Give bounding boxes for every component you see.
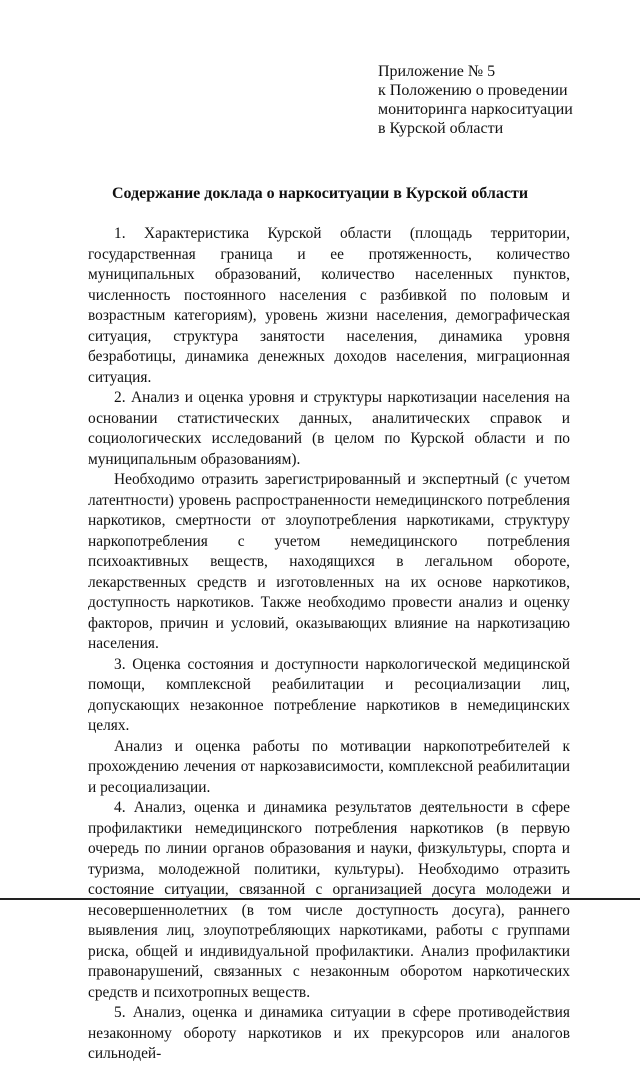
annex-header: [378, 62, 628, 138]
paragraph: Необходимо отразить зарегистрированный и экспертный (с учетом латентности) уровень распространенности немедицинского потребления наркотиков, смертности от злоупотребления наркотиками, структуру наркопотребления с учетом немедицинского потребления психоактивных веществ, находящихся в легальном обороте, лекарственных средств и изготовленных на их основе наркотиков, доступность наркотиков. Также необходимо провести анализ и оценку факторов, причин и условий, оказывающих влияние на наркотизацию населения.: [88, 471, 570, 652]
document-body: [88, 224, 570, 1065]
scan-edge-line: [0, 898, 640, 900]
annex-reference-line: мониторинга наркоситуации: [378, 101, 573, 118]
document-title: Содержание доклада о наркоситуации в Курской области: [111, 185, 529, 202]
paragraph: 5. Анализ, оценка и динамика ситуации в сфере противодействия незаконному обороту наркотиков и их прекурсоров или аналогов сильнодей-: [88, 1004, 570, 1062]
annex-reference-line: в Курской области: [378, 120, 504, 137]
paragraph: Анализ и оценка работы по мотивации наркопотребителей к прохождению лечения от наркозависимости, комплексной реабилитации и ресоциализации.: [88, 737, 570, 796]
paragraph: 2. Анализ и оценка уровня и структуры наркотизации населения на основании статистических данных, аналитических справок и социологических исследований (в целом по Курской области и по муниципальным образованиям).: [88, 389, 570, 468]
paragraph: 4. Анализ, оценка и динамика результатов деятельности в сфере профилактики немедицинского потребления наркотиков (в первую очередь по линии органов образования и науки, физкультуры, спорта и туризма, молодежной политики, культуры). Необходимо отразить состояние ситуации, связанной с организацией досуга молодежи и несовершеннолетних (в том числе доступность досуга), раннего выявления лиц, злоупотребляющих наркотиками, работы с группами риска, общей и индивидуальной профилактики. Анализ профилактики правонарушений, связанных с незаконным оборотом наркотических средств и психотропных веществ.: [88, 799, 570, 1001]
paragraph: 1. Характеристика Курской области (площадь территории, государственная граница и ее протяженность, количество муниципальных образований, количество населенных пунктов, численность постоянного населения с разбивкой по половым и возрастным категориям), уровень жизни населения, демографическая ситуация, структура занятости населения, динамика уровня безработицы, динамика денежных доходов населения, миграционная ситуация.: [88, 225, 570, 386]
paragraph: 3. Оценка состояния и доступности наркологической медицинской помощи, комплексной реабилитации и ресоциализации лиц, допускающих незаконное потребление наркотиков в немедицинских целях.: [88, 655, 570, 734]
annex-number: Приложение № 5: [378, 63, 496, 80]
annex-reference-line: к Положению о проведении: [378, 82, 568, 99]
